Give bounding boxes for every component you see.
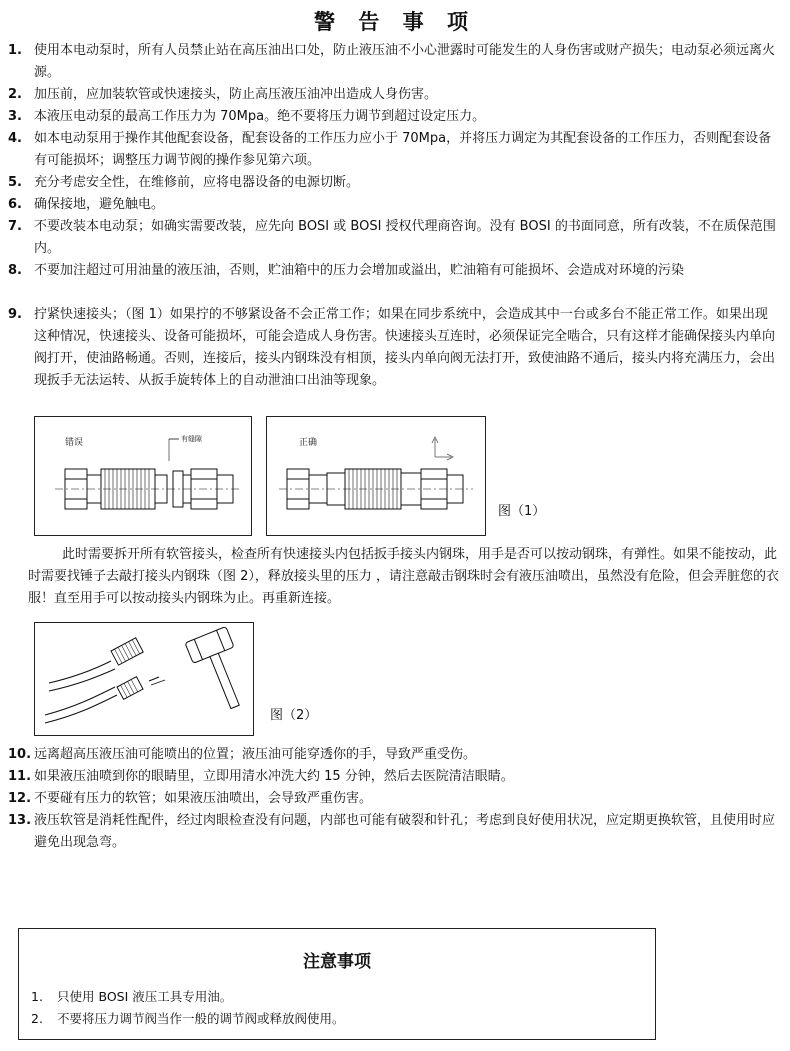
item-text: 充分考虑安全性，在维修前，应将电器设备的电源切断。 (34, 175, 360, 190)
figure-1-caption: 图（1） (498, 504, 546, 519)
item-number: 4. (8, 131, 22, 146)
item-text: 如本电动泵用于操作其他配套设备，配套设备的工作压力应小于 70Mpa，并将压力调定为其配套设备的工作压力，否则配套设备有可能损坏；调整压力调节阀的操作参见第六项。 (34, 131, 772, 168)
notice-item-number: 2. (31, 1011, 43, 1026)
page-title: 警 告 事 项 (314, 10, 476, 34)
notice-item-number: 1. (31, 989, 43, 1004)
notice-box (18, 928, 656, 1040)
item-text: 本液压电动泵的最高工作压力为 70Mpa。绝不要将压力调节到超过设定压力。 (34, 109, 486, 124)
item-text: 液压软管是消耗性配件，经过肉眼检查没有问题，内部也可能有破裂和针孔；考虑到良好使用状况，应定期更换软管，且使用时应避免出现急弯。 (34, 813, 776, 850)
list-item (0, 172, 790, 194)
item-number: 7. (8, 219, 22, 234)
notice-item (31, 987, 232, 1005)
figure-2-panel (34, 622, 254, 736)
coupler-correct-illustration (267, 417, 485, 535)
warning-list-bottom (0, 744, 790, 854)
figure-1-right-panel (266, 416, 486, 536)
item-text: 如果液压油喷到你的眼睛里，立即用清水冲洗大约 15 分钟，然后去医院清洁眼睛。 (34, 769, 514, 784)
list-item (0, 84, 790, 106)
notice-title: 注意事项 (303, 952, 371, 972)
list-item (0, 128, 790, 172)
list-item (0, 194, 790, 216)
item-number: 5. (8, 175, 22, 190)
item-number: 6. (8, 197, 22, 212)
item-number: 3. (8, 109, 22, 124)
item-number: 10. (8, 747, 32, 762)
right-label: 正确 (299, 438, 318, 448)
item-number: 2. (8, 87, 22, 102)
list-item (0, 788, 790, 810)
item-text: 使用本电动泵时，所有人员禁止站在高压油出口处，防止液压油不小心泄露时可能发生的人身伤害或财产损失；电动泵必须远离火源。 (34, 43, 776, 80)
list-item (0, 40, 790, 84)
list-item (0, 106, 790, 128)
item-text: 拧紧快速接头；（图 1）如果拧的不够紧设备不会正常工作；如果在同步系统中，会造成其中一台或多台不能正常工作。如果出现这种情况，快速接头、设备可能损坏，可能会造成人身伤害。快速接头互连时，必须保证完全啮合，只有这样才能确保接头内单向阀打开，使油路畅通。否则，连接后，接头内钢珠没有相顶，接头内单向阀无法打开，致使油路不通后，接头内将充满压力，会出现扳手无法运转、从扳手旋转体上的自动泄油口出油等现象。 (34, 307, 776, 388)
figure-2-caption: 图（2） (270, 708, 318, 723)
list-item (0, 216, 790, 260)
figure-1-wrong-panel (34, 416, 252, 536)
notice-item (31, 1009, 345, 1027)
item-number: 1. (8, 43, 22, 58)
list-item (0, 744, 790, 766)
list-item (0, 304, 790, 392)
list-item (0, 766, 790, 788)
warning-list-top (0, 40, 790, 392)
item-text: 确保接地，避免触电。 (34, 197, 165, 212)
item-text: 加压前，应加装软管或快速接头，防止高压液压油冲出造成人身伤害。 (34, 87, 438, 102)
notice-item-text: 只使用 BOSI 液压工具专用油。 (57, 989, 233, 1004)
list-item (0, 260, 790, 304)
item-text: 远离超高压液压油可能喷出的位置；液压油可能穿透你的手，导致严重受伤。 (34, 747, 477, 762)
item-text: 不要碰有压力的软管；如果液压油喷出，会导致严重伤害。 (34, 791, 373, 806)
item-number: 13. (8, 813, 32, 828)
notice-item-text: 不要将压力调节阀当作一般的调节阀或释放阀使用。 (57, 1011, 345, 1026)
item-text: 不要改装本电动泵；如确实需要改装，应先向 BOSI 或 BOSI 授权代理商咨询。没有 BOSI 的书面同意，所有改装，不在质保范围内。 (34, 219, 776, 256)
item-number: 11. (8, 769, 32, 784)
item-number: 9. (8, 307, 22, 322)
hammer-illustration (35, 623, 253, 735)
item-number: 12. (8, 791, 32, 806)
gap-label: 有缝隙 (181, 435, 202, 443)
list-item (0, 810, 790, 854)
item-number: 8. (8, 263, 22, 278)
item-text: 不要加注超过可用油量的液压油，否则，贮油箱中的压力会增加或溢出，贮油箱有可能损坏、会造成对环境的污染 (34, 263, 685, 278)
instruction-paragraph: 此时需要拆开所有软管接头，检查所有快速接头内包括扳手接头内钢珠，用手是否可以按动钢珠，有弹性。如果不能按动，此时需要找锤子去敲打接头内钢珠（图 2），释放接头里的压力 ，请注意敲击钢珠时会有液压油喷出，虽然没有危险，但会弄脏您的衣服！直至用手可以按动接头内钢珠为止。再重新连接。 (28, 547, 780, 606)
coupler-wrong-illustration (35, 417, 251, 535)
wrong-label: 错误 (65, 438, 84, 448)
